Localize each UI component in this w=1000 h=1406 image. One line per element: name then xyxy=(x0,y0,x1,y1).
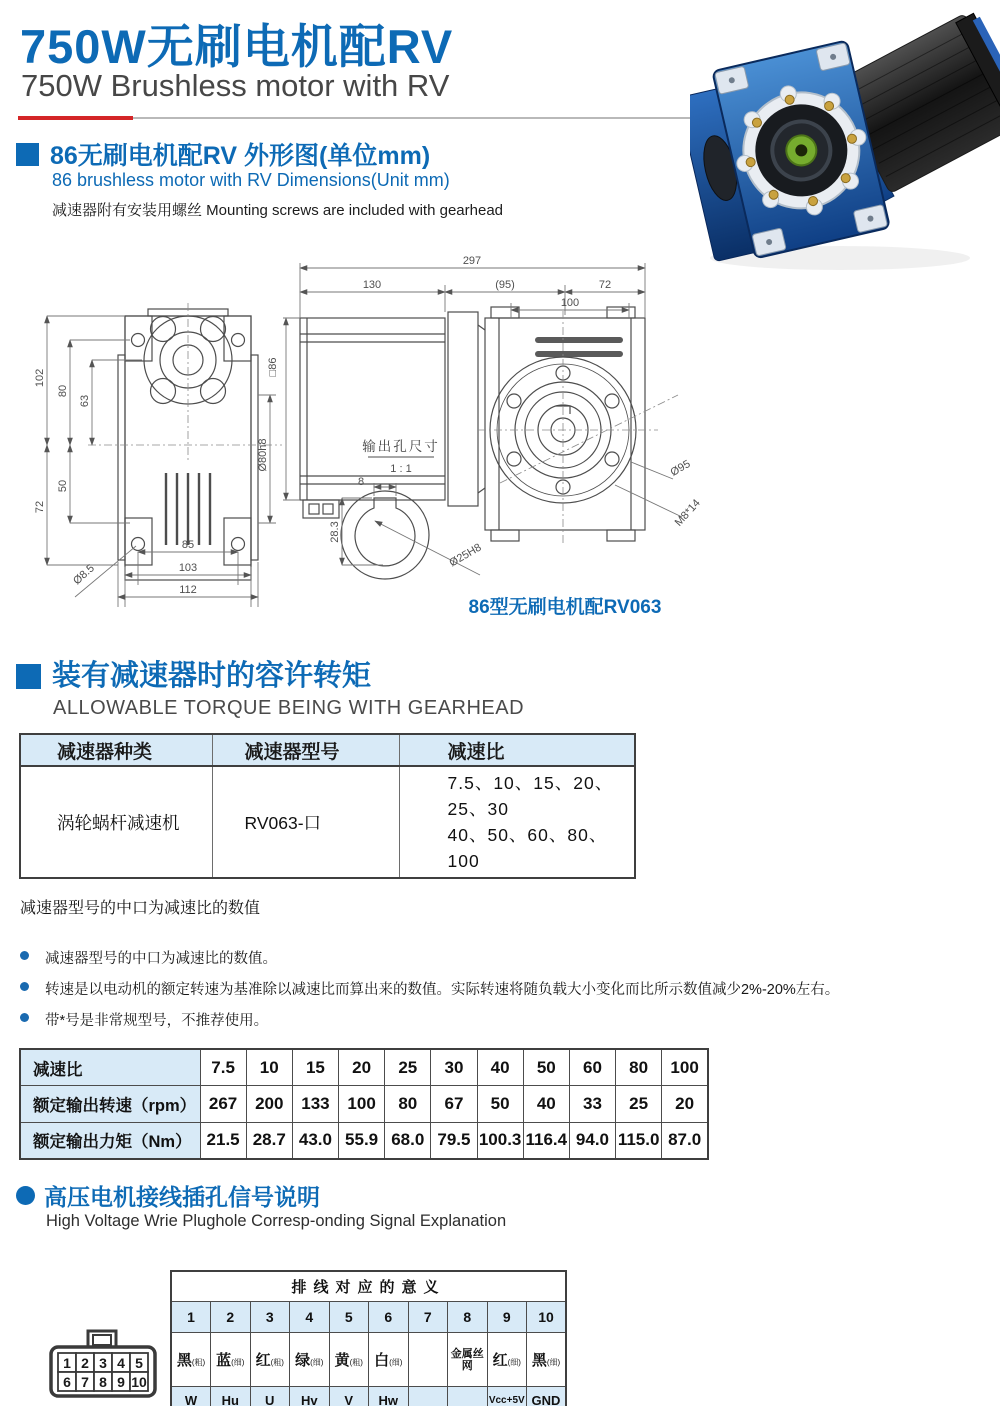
dim-112: 112 xyxy=(179,584,197,596)
signal-section-heading-en: High Voltage Wrie Plughole Corresp-onding Signal Explanation xyxy=(46,1212,507,1230)
section-marker-square xyxy=(16,143,39,166)
section-marker-square xyxy=(16,664,41,689)
dim-50: 50 xyxy=(57,479,69,493)
note-bullet-2: 转速是以电动机的额定转速为基准除以减速比而算出来的数值。实际转速将随负载大小变化而比所示数值减少2%-20%左右。 xyxy=(20,978,839,999)
signal-table xyxy=(170,1270,567,1406)
output-table-speed-row: 额定输出转速（rpm） 267 200 133 100 80 67 50 40 33 25 20 xyxy=(20,1086,708,1122)
signal-table-signal-row: W Hu U Hv V Hw Vcc+5V GND xyxy=(171,1387,566,1406)
output-table-torque-row: 额定输出力矩（Nm） 21.5 28.7 43.0 55.9 68.0 79.5 100.3 116.4 94.0 115.0 87.0 xyxy=(20,1122,708,1159)
dim-80h8: Ø80h8 xyxy=(257,438,269,472)
connector-pin-10: 10 xyxy=(131,1374,147,1390)
dim-25h8: Ø25H8 xyxy=(447,541,484,570)
note-bullet-1: 减速器型号的中口为减速比的数值。 xyxy=(20,947,277,968)
dim-100: 100 xyxy=(560,297,580,309)
dimension-drawing xyxy=(30,255,710,600)
gearhead-type-cell: 涡轮蜗杆减速机 xyxy=(20,766,212,878)
torque-section-heading-cn: 装有减速器时的容许转矩 xyxy=(52,660,372,692)
gearhead-col1-header: 减速器种类 xyxy=(20,734,212,766)
side-dim-lines xyxy=(283,263,682,517)
shaft-scale: 1 : 1 xyxy=(390,463,412,475)
signal-section-heading-cn: 高压电机接线插孔信号说明 xyxy=(44,1184,320,1210)
drawing-caption: 86型无刷电机配RV063 xyxy=(468,597,662,618)
dim-63: 63 xyxy=(79,394,91,408)
connector-plug-icon xyxy=(48,1328,158,1400)
bullet-dot xyxy=(20,951,29,960)
dim-section-heading-cn: 86无刷电机配RV 外形图(单位mm) xyxy=(50,142,431,170)
dim-8: 8 xyxy=(357,476,365,488)
dim-8-5: Ø8.5 xyxy=(71,562,97,588)
gearhead-col2-header: 减速器型号 xyxy=(212,734,399,766)
connector-pin-3: 3 xyxy=(99,1355,107,1371)
dim-85: 85 xyxy=(181,539,195,551)
connector-pin-2: 2 xyxy=(81,1355,89,1371)
signal-table-title: 排线对应的意义 xyxy=(171,1271,566,1302)
dim-section-heading-en: 86 brushless motor with RV Dimensions(Unit mm) xyxy=(52,170,450,190)
torque-section-heading-en: ALLOWABLE TORQUE BEING WITH GEARHEAD xyxy=(53,697,525,719)
side-view xyxy=(300,307,678,545)
dim-sq86: □86 xyxy=(267,357,279,377)
page-title: 750W无刷电机配RV xyxy=(20,20,454,73)
gearhead-ratio-cell xyxy=(399,766,635,878)
shaft-detail-label: 输出孔尺寸 xyxy=(362,439,440,454)
dim-102: 102 xyxy=(34,368,46,388)
section-marker-dot xyxy=(16,1186,35,1205)
signal-table-number-row: 1 2 3 4 5 6 7 8 9 10 xyxy=(171,1302,566,1333)
dim-103: 103 xyxy=(178,562,198,574)
connector-pin-1: 1 xyxy=(63,1355,71,1371)
connector-pin-9: 9 xyxy=(117,1374,125,1390)
gearhead-table-note: 减速器型号的中口为减速比的数值 xyxy=(20,900,261,917)
output-table xyxy=(19,1048,709,1160)
product-photo xyxy=(690,0,1000,278)
ratio-line-1: 7.5、10、15、20、25、30 xyxy=(447,773,614,820)
signal-table-wire-row: 黑(粗) 蓝(细) 红(粗) 绿(细) 黄(粗) 白(细) 金属丝网 红(细) 黑(细) xyxy=(171,1333,566,1387)
dim-section-note: 减速器附有安装用螺丝 Mounting screws are included with gearhead xyxy=(52,202,504,219)
shaft-detail xyxy=(329,438,484,579)
divider-accent xyxy=(18,116,133,120)
output-table-ratio-row: 减速比 7.5 10 15 20 25 30 40 50 60 80 100 xyxy=(20,1049,708,1086)
connector-pin-5: 5 xyxy=(135,1355,143,1371)
dim-297: 297 xyxy=(462,255,482,267)
bullet-dot xyxy=(20,1013,29,1022)
dim-28-3: 28.3 xyxy=(329,521,341,543)
dim-72: 72 xyxy=(34,500,46,514)
dim-95p: (95) xyxy=(495,279,515,291)
front-dim-lines xyxy=(47,316,276,607)
connector-pin-8: 8 xyxy=(99,1374,107,1390)
connector-pin-7: 7 xyxy=(81,1374,89,1390)
dim-80: 80 xyxy=(57,384,69,398)
page-subtitle: 750W Brushless motor with RV xyxy=(21,68,450,103)
connector-pin-6: 6 xyxy=(63,1374,71,1390)
note-bullet-3: 带*号是非常规型号，不推荐使用。 xyxy=(20,1009,268,1030)
dim-dia95: Ø95 xyxy=(668,458,693,479)
gearhead-model-cell: RV063-口 xyxy=(212,766,399,878)
connector-pin-4: 4 xyxy=(117,1355,125,1371)
dim-130: 130 xyxy=(362,279,382,291)
ratio-line-2: 40、50、60、80、100 xyxy=(447,825,608,872)
signal-table-title-row xyxy=(171,1271,566,1302)
gearhead-table xyxy=(19,733,636,879)
bullet-dot xyxy=(20,982,29,991)
gearhead-col3-header: 减速比 xyxy=(399,734,635,766)
dim-m8x14: M8*14 xyxy=(672,497,703,529)
dim-72b: 72 xyxy=(598,279,612,291)
